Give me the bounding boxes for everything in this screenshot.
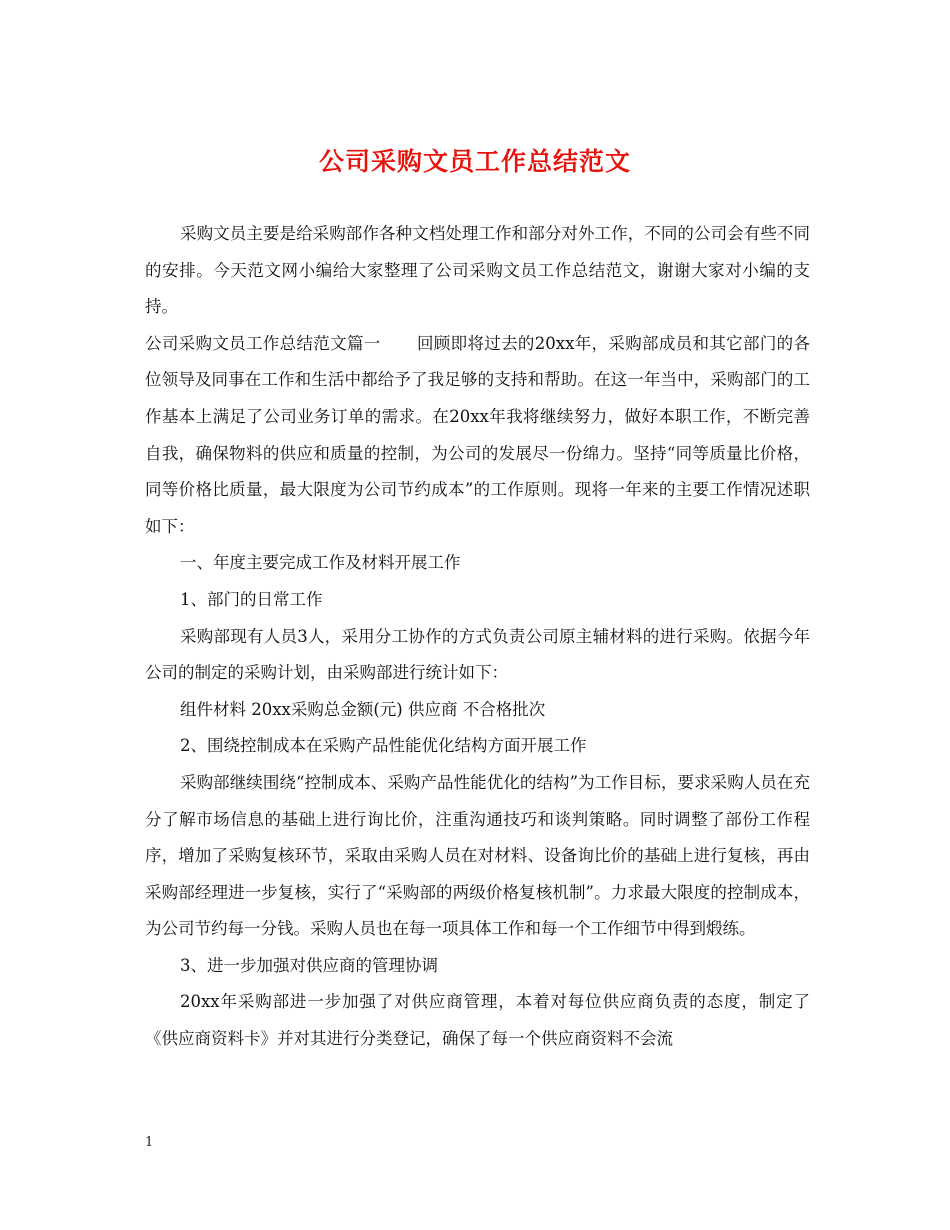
document-title: 公司采购文员工作总结范文 — [318, 147, 631, 176]
table-header-line: 组件材料 20xx采购总金额(元) 供应商 不合格批次 — [180, 699, 546, 719]
paragraph-supplier-management: 20xx年采购部进一步加强了对供应商管理，本着对每位供应商负责的态度，制定了《供应商资料卡》并对其进行分类登记，确保了每一个供应商资料不会流 — [145, 992, 810, 1049]
section-text: 回顾即将过去的20xx年，采购部成员和其它部门的各位领导及同事在工作和生活中都给予了我足够的支持和帮助。在这一年当中，采购部门的工作基本上满足了公司业务订单的需求。在20xx年我将继续努力，做好本职工作，不断完善自我，确保物料的供应和质量的控制，为公司的发展尽一份绵力。坚持“同等质量比价格，同等价格比质量，最大限度为公司节约成本”的工作原则。现将一年来的主要工作情况述职如下： — [145, 333, 810, 536]
paragraph-cost-control: 采购部继续围绕“控制成本、采购产品性能优化的结构”为工作目标，要求采购人员在充分了解市场信息的基础上进行询比价，注重沟通技巧和谈判策略。同时调整了部份工作程序，增加了采购复核环节，采取由采购人员在对材料、设备询比价的基础上进行复核，再由采购部经理进一步复核，实行了“采购部的两级价格复核机制”。力求最大限度的控制成本，为公司节约每一分钱。采购人员也在每一项具体工作和每一个工作细节中得到煅练。 — [145, 772, 810, 939]
page-number: 1 — [145, 1135, 154, 1150]
intro-paragraph: 采购文员主要是给采购部作各种文档处理工作和部分对外工作，不同的公司会有些不同的安排。今天范文网小编给大家整理了公司采购文员工作总结范文，谢谢大家对小编的支持。 — [145, 224, 810, 317]
document-body — [145, 216, 810, 1058]
heading-daily-work: 1、部门的日常工作 — [180, 589, 323, 609]
heading-annual-work: 一、年度主要完成工作及材料开展工作 — [180, 553, 461, 573]
section-paragraph — [145, 326, 810, 546]
paragraph-department-staff: 采购部现有人员3人，采用分工协作的方式负责公司原主辅材料的进行采购。依据今年公司的制定的采购计划，由采购部进行统计如下： — [145, 626, 810, 683]
heading-supplier-management: 3、进一步加强对供应商的管理协调 — [180, 955, 438, 975]
heading-cost-control: 2、围绕控制成本在采购产品性能优化结构方面开展工作 — [180, 736, 587, 756]
section-heading: 公司采购文员工作总结范文篇一 — [145, 333, 381, 353]
